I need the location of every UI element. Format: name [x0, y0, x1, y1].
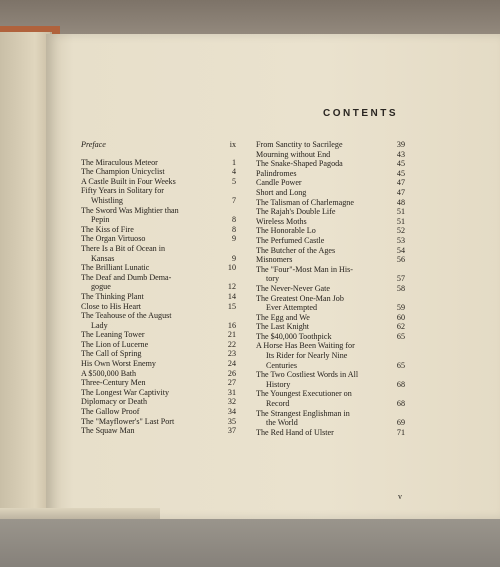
- toc-entry: [256, 332, 405, 342]
- toc-entry-title: The Strangest Englishman in: [256, 408, 350, 418]
- toc-entry: [256, 418, 405, 428]
- toc-entry-page: 45: [396, 168, 405, 178]
- toc-entry: [81, 378, 236, 388]
- toc-entry-title: Short and Long: [256, 187, 307, 197]
- toc-entry-page: 9: [231, 253, 236, 263]
- toc-entry-page: 12: [227, 282, 236, 292]
- toc-entry: [81, 186, 236, 196]
- toc-entry: [81, 340, 236, 350]
- toc-entry-page: 39: [396, 140, 405, 149]
- toc-entry-title: The Brilliant Lunatic: [81, 263, 150, 273]
- toc-entry: [256, 380, 405, 390]
- toc-entry-page: 16: [227, 320, 236, 330]
- toc-entry-title: The Lion of Lucerne: [81, 339, 149, 349]
- toc-entry: [81, 417, 236, 427]
- toc-entry: [256, 198, 405, 208]
- toc-entry-title: A Horse Has Been Waiting for: [256, 341, 355, 351]
- toc-entry-title: Three-Century Men: [81, 378, 146, 388]
- toc-entry-title: The Last Knight: [256, 322, 310, 332]
- toc-entry: [256, 236, 405, 246]
- toc-entry-page: 52: [396, 226, 405, 236]
- toc-entry-page: 71: [396, 427, 405, 437]
- toc-entry-page: 65: [396, 331, 405, 341]
- toc-entry-title: From Sanctity to Sacrilege: [256, 140, 343, 149]
- toc-entry: [81, 397, 236, 407]
- page-number: v: [398, 492, 402, 501]
- toc-entry-title: gogue: [91, 282, 111, 292]
- toc-entry-page: 53: [396, 235, 405, 245]
- toc-entry-page: 65: [396, 360, 405, 370]
- toc-entry-page: 37: [227, 426, 236, 436]
- toc-entry-title: Close to His Heart: [81, 301, 142, 311]
- toc-entry-title: The Two Costliest Words in All: [256, 370, 359, 380]
- toc-entry: [81, 369, 236, 379]
- toc-entry: [81, 225, 236, 235]
- toc-entry-title: The Thinking Plant: [81, 291, 144, 301]
- toc-entry-title: Centuries: [266, 360, 298, 370]
- toc-entry-page: 51: [396, 216, 405, 226]
- toc-entry-page: 48: [396, 197, 405, 207]
- toc-entry: [256, 178, 405, 188]
- toc-entry: [256, 313, 405, 323]
- toc-entry: [256, 409, 405, 419]
- toc-entry-title: Candle Power: [256, 178, 302, 188]
- toc-entry-page: 35: [227, 416, 236, 426]
- toc-entry: [256, 351, 405, 361]
- toc-entry: [81, 407, 236, 417]
- toc-entry-page: 9: [231, 234, 236, 244]
- toc-entry-title: The Teahouse of the August: [81, 311, 172, 321]
- toc-entry-page: 51: [396, 207, 405, 217]
- toc-entry-title: Diplomacy or Death: [81, 397, 148, 407]
- toc-entry: [81, 388, 236, 398]
- toc-entry-title: tory: [266, 274, 280, 284]
- toc-entry-title: Kansas: [91, 253, 115, 263]
- toc-entry: [256, 284, 405, 294]
- toc-entry-title: The Organ Virtuoso: [81, 234, 146, 244]
- toc-entry: [81, 206, 236, 216]
- toc-entry: [256, 389, 405, 399]
- toc-entry-title: Palindromes: [256, 168, 297, 178]
- toc-entry-page: 47: [396, 178, 405, 188]
- toc-entry: [81, 254, 236, 264]
- toc-entry-title: Pepin: [91, 215, 110, 225]
- toc-entry-page: 57: [396, 274, 405, 284]
- toc-entry: [81, 349, 236, 359]
- toc-entry-page: 14: [227, 291, 236, 301]
- toc-entry: [81, 158, 236, 168]
- toc-entry-title: The Butcher of the Ages: [256, 245, 336, 255]
- toc-entry-page: 47: [396, 187, 405, 197]
- toc-entry: [81, 234, 236, 244]
- toc-entry: [81, 359, 236, 369]
- toc-entry: [256, 188, 405, 198]
- toc-entry: [81, 167, 236, 177]
- toc-entry-title: Fifty Years in Solitary for: [81, 186, 164, 196]
- toc-entry: [81, 321, 236, 331]
- toc-left-column: [81, 140, 236, 436]
- toc-entry-page: 58: [396, 283, 405, 293]
- toc-entry: [81, 215, 236, 225]
- toc-entry-title: A $500,000 Bath: [81, 368, 137, 378]
- toc-entry-title: The Never-Never Gate: [256, 283, 330, 293]
- toc-entry-title: There Is a Bit of Ocean in: [81, 243, 166, 253]
- toc-entry-page: 62: [396, 322, 405, 332]
- toc-entry: [81, 196, 236, 206]
- toc-entry-page: 7: [231, 195, 236, 205]
- toc-entry: [256, 361, 405, 371]
- toc-entry: [256, 428, 405, 438]
- toc-right-column: [256, 140, 405, 437]
- toc-entry-title: The Champion Unicyclist: [81, 167, 165, 177]
- toc-entry-title: The Deaf and Dumb Dema-: [81, 272, 172, 282]
- toc-entry: [81, 140, 236, 150]
- toc-entry-title: Record: [266, 399, 290, 409]
- toc-entry-title: Whistling: [91, 195, 123, 205]
- toc-entry-page: 21: [227, 330, 236, 340]
- toc-entry: [81, 282, 236, 292]
- toc-entry-title: The Miraculous Meteor: [81, 157, 158, 167]
- toc-entry: [256, 140, 405, 150]
- toc-entry-page: 26: [227, 368, 236, 378]
- toc-entry-page: 23: [227, 349, 236, 359]
- toc-entry-title: The Egg and We: [256, 312, 310, 322]
- toc-entry-page: 27: [227, 378, 236, 388]
- toc-entry-title: the World: [266, 418, 298, 428]
- toc-entry-page: 68: [396, 379, 405, 389]
- toc-entry: [81, 292, 236, 302]
- toc-entry-page: 31: [227, 387, 236, 397]
- toc-entry-title: Misnomers: [256, 255, 293, 265]
- toc-entry-title: The Snake-Shaped Pagoda: [256, 159, 343, 169]
- toc-entry-title: The Red Hand of Ulster: [256, 427, 334, 437]
- toc-entry: [256, 246, 405, 256]
- toc-entry-title: The Talisman of Charlemagne: [256, 197, 354, 207]
- toc-entry-page: 69: [396, 418, 405, 428]
- toc-entry: [256, 150, 405, 160]
- toc-entry: [256, 303, 405, 313]
- toc-entry-page: 59: [396, 303, 405, 313]
- toc-entry: [256, 265, 405, 275]
- toc-entry-title: Ever Attempted: [266, 303, 318, 313]
- toc-entry: [256, 207, 405, 217]
- toc-entry-title: The $40,000 Toothpick: [256, 331, 332, 341]
- toc-entry-title: The "Four"-Most Man in His-: [256, 264, 353, 274]
- toc-entry-page: 34: [227, 407, 236, 417]
- toc-entry: [256, 226, 405, 236]
- toc-entry-title: The Rajah's Double Life: [256, 207, 336, 217]
- toc-entry: [256, 255, 405, 265]
- toc-entry-page: ix: [229, 140, 236, 149]
- toc-entry-page: 60: [396, 312, 405, 322]
- toc-entry-page: 5: [231, 176, 236, 186]
- toc-entry-title: The Longest War Captivity: [81, 387, 169, 397]
- toc-entry: [256, 217, 405, 227]
- toc-entry: [81, 263, 236, 273]
- toc-entry-title: The Sword Was Mightier than: [81, 205, 179, 215]
- toc-entry: [256, 370, 405, 380]
- toc-entry-page: 54: [396, 245, 405, 255]
- toc-entry-title: Lady: [91, 320, 108, 330]
- toc-entry-title: The Honorable Lo: [256, 226, 316, 236]
- toc-entry: [256, 169, 405, 179]
- background-bottom: [0, 519, 500, 567]
- toc-entry-title: The Squaw Man: [81, 426, 135, 436]
- toc-entry: [81, 273, 236, 283]
- toc-entry-page: 10: [227, 263, 236, 273]
- toc-entry: [81, 426, 236, 436]
- toc-entry: [81, 244, 236, 254]
- toc-entry: [256, 341, 405, 351]
- toc-entry-title: A Castle Built in Four Weeks: [81, 176, 176, 186]
- toc-entry-title: The "Mayflower's" Last Port: [81, 416, 175, 426]
- toc-entry-title: The Leaning Tower: [81, 330, 145, 340]
- toc-entry: [256, 274, 405, 284]
- toc-entry-page: 24: [227, 359, 236, 369]
- toc-entry: [81, 311, 236, 321]
- toc-entry-page: 8: [231, 215, 236, 225]
- toc-entry-title: The Perfumed Castle: [256, 235, 325, 245]
- toc-entry-page: 4: [231, 167, 236, 177]
- toc-entry-title: The Gallow Proof: [81, 407, 140, 417]
- toc-entry-page: 1: [231, 157, 236, 167]
- toc-entry-page: 22: [227, 339, 236, 349]
- contents-heading: CONTENTS: [323, 108, 398, 119]
- toc-entry-page: 56: [396, 255, 405, 265]
- toc-entry-page: 15: [227, 301, 236, 311]
- toc-entry: [256, 399, 405, 409]
- toc-entry: [81, 177, 236, 187]
- toc-entry: [256, 322, 405, 332]
- toc-entry-title: The Youngest Executioner on: [256, 389, 352, 399]
- left-page: [0, 32, 52, 532]
- toc-entry-title: The Greatest One-Man Job: [256, 293, 344, 303]
- toc-entry-page: 32: [227, 397, 236, 407]
- toc-entry-page: 68: [396, 399, 405, 409]
- toc-entry-title: Its Rider for Nearly Nine: [266, 351, 348, 361]
- toc-entry-title: History: [266, 379, 291, 389]
- toc-entry-title: The Kiss of Fire: [81, 224, 134, 234]
- toc-entry-title: The Call of Spring: [81, 349, 142, 359]
- toc-entry-title: Wireless Moths: [256, 216, 307, 226]
- toc-entry-title: Mourning without End: [256, 149, 331, 159]
- toc-entry: [81, 302, 236, 312]
- toc-entry: [256, 294, 405, 304]
- toc-entry-title: Preface: [81, 140, 106, 149]
- toc-entry-title: His Own Worst Enemy: [81, 359, 156, 369]
- toc-entry-page: 43: [396, 149, 405, 159]
- toc-entry: [256, 159, 405, 169]
- toc-entry-page: 45: [396, 159, 405, 169]
- toc-entry: [81, 330, 236, 340]
- toc-entry-page: 8: [231, 224, 236, 234]
